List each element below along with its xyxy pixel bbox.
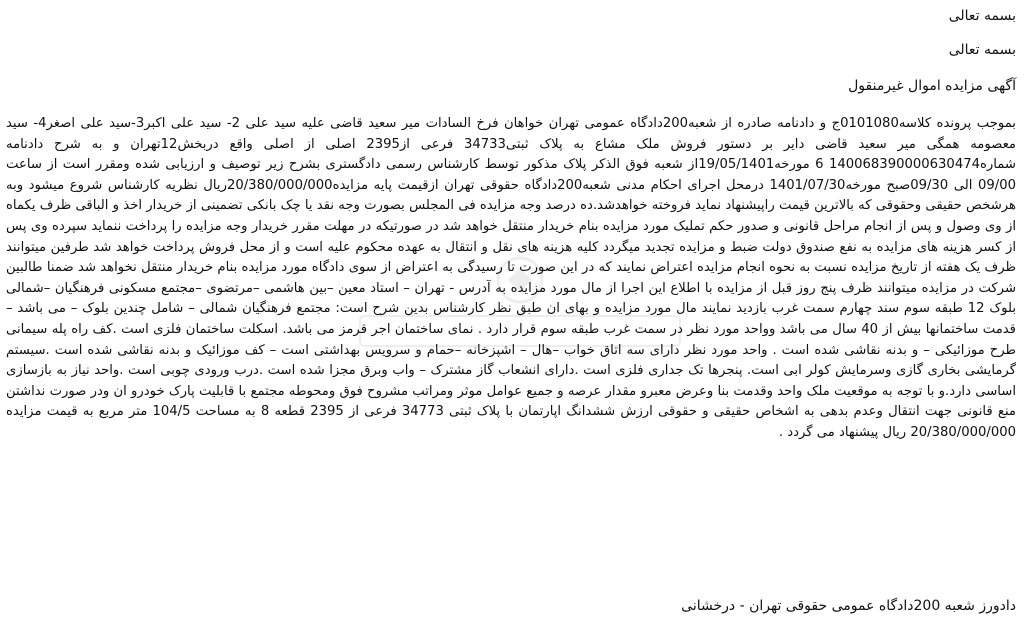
signature-line: دادورز شعبه 200دادگاه عمومی حقوقی تهران - درخشانی [681,598,1016,614]
notice-body: بموجب پرونده کلاسه0101080ج و دادنامه صادره از شعبه200دادگاه عمومی تهران خواهان فرخ السادات میر سعید قاضی علیه سید علی 2- سید علی اکبر3-سید علی اصغر4- سید معصومه همگی میر سعید قاضی دایر بر دستور فروش ملک مشاع به پلاک ثبتی34733 فرعی از2395 اصلی از اصلی واقع دربخش12تهران و به شرح دادنامه شماره140068390000630474 6 مورخه19/05/1401از شعبه فوق الذکر پلاک مذکور توسط کارشناس رسمی دادگستری بشرح زیر توصیف و ارزیابی شده ومقرر است از ساعت 09/00 الی 09/30صبح مورخه1401/07/30 درمحل اجرای احکام مدنی شعبه200دادگاه حقوقی تهران ازقیمت پایه مزایده20/380/000/000ریال نظریه کارشناس شروع میشود وبه هرشخص حقیقی وحقوقی که بالاترین قیمت راپیشنهاد نماید فروخته خواهدشد.ده درصد وجه مزایده فی المجلس بصورت وجه نقد یا چک بانکی تضمینی از خریدار اخذ و الباقی ظرف یکماه از وی وصول و پس از انجام مراحل قانونی و صدور حکم تملیک مورد مزایده بنام خریدار منتقل خواهد شد در صورتیکه در مهلت مقرر خریدار وجه مزایده را پرداخت ننماید سپرده وی پس از کسر هزینه های مزایده به نفع صندوق دولت ضبط و مزایده تجدید میگردد کلیه هزینه های نقل و انتقال به عهده محکوم علیه است و از محل فروش پرداخت خواهد شد طرفین میتوانند ظرف یک هفته از تاریخ مزایده نسبت به نحوه انجام مزایده اعتراض نمایند که در این صورت تا رسیدگی به اعتراض از سوی دادگاه مورد مزایده بنام خریدار منتقل نخواهد شد ضمنا طالبین شرکت در مزایده میتوانند ظرف پنج روز قبل از مزایده با اطلاع این اجرا از مال مورد مزایده به آدرس - تهران – استاد معین –بین هاشمی –مرتضوی –مجتمع مسکونی فرهنگیان –شمالی بلوک 12 طبقه سوم سند چهارم سمت غرب بازدید نمایند مال مورد مزایده و بهای ان طبق نظر کارشناس بدین شرح است: مجتمع فرهنگیان شمالی – شامل چندین بلوک – می باشد – قدمت ساختمانها بیش از 40 سال می باشد وواحد مورد نظر در سمت غرب طبقه سوم قرار دارد . نمای ساختمان اجر قرمز می باشد. اسکلت ساختمان فلزی است .کف راه پله سیمانی طرح موزائیکی – و بدنه نقاشی شده است . واحد مورد نظر دارای سه اتاق خواب –هال – اشپزخانه –حمام و سرویس بهداشتی است – کف موزائیک و بدنه نقاشی شده است .سیستم گرمایشی بخاری گازی وسرمایش کولر ابی است. پنجرها تک جداری فلزی است .دارای انشعاب گاز مشترک – واب وبرق مجزا شده است .درب ورودی چوبی است .واحد نیاز به بازسازی اساسی دارد.و با توجه به موقعیت ملک واحد وقدمت بنا وعرض معبرو مقدار عرصه و جمیع عوامل موثر ومراتب مشروح فوق ومحوطه مجتمع با قابلیت پارک خودرو ان ودر صورت نداشتن منع قانونی جهت انتقال وعدم بدهی به اشخاص حقیقی و حقوقی ارزش ششدانگ اپارتمان با پلاک ثبتی 34773 فرعی از 2395 قطعه 8 به مساحت 104/5 متر مربع به قیمت مزایده 20/380/000/000 ریال پیشنهاد می گردد . [6,116,1017,440]
heading-bismillah-second: بسمه تعالی [948,42,1016,58]
notice-title: آگهی مزایده اموال غیرمنقول [848,78,1016,94]
heading-bismillah: بسمه تعالی [948,8,1016,24]
